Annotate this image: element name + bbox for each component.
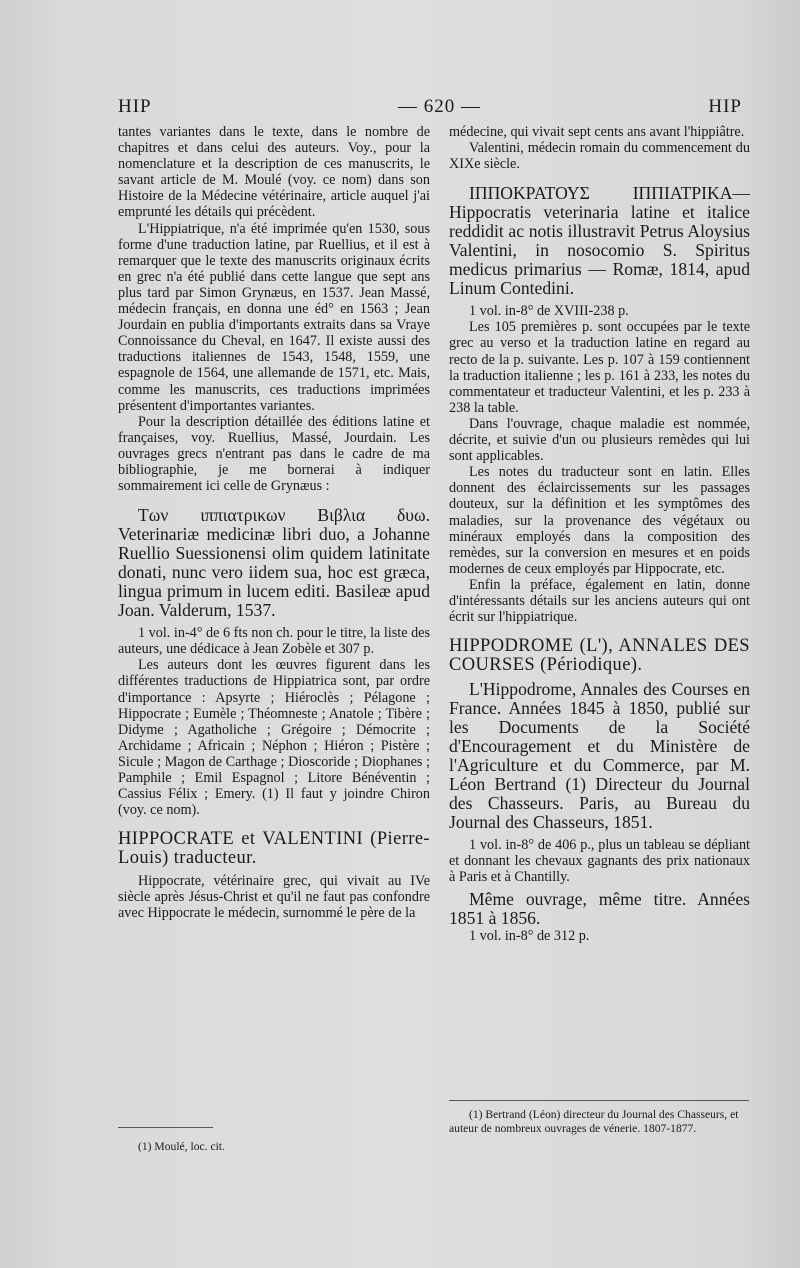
paragraph: 1 vol. in-8° de 406 p., plus un tableau se dépliant et donnant les chevaux gagnants des prix nationaux à Paris et à Chantilly. [449,837,750,886]
page-number: — 620 — [398,96,481,117]
paragraph: Les auteurs dont les œuvres figurent dans les différentes traductions de Hippiatrica sont, par ordre d'importance : Apsyrte ; Hiéroclès ; Pélagone ; Hippocrate ; Eumèle ; Théomneste ; Anatole ; Tibère ; Didyme ; Agatholiche ; Grégoire ; Démocrite ; Archidame ; Africain ; Néphon ; Hiéron ; Pistère ; Sicule ; Magon de Carthage ; Dioscoride ; Diophanes ; Pamphile ; Emil Espagnol ; Litore Bénéventin ; Cassius Félix ; Emery. (1) Il faut y joindre Chiron (voy. ce nom). [118,657,430,819]
paragraph: 1 vol. in-8° de XVIII-238 p. [469,303,629,320]
paragraph: 1 vol. in-4° de 6 fts non ch. pour le titre, la liste des auteurs, une dédicace à Jean Zobèle et 307 p. [118,625,430,658]
footnote-left: (1) Moulé, loc. cit. [138,1140,225,1153]
paragraph: Enfin la préface, également en latin, donne d'intéressants détails sur les anciens auteurs qui ont écrit sur l'hippiatrique. [449,576,750,626]
entry-heading: HIPPODROME (L'), ANNALES DES COURSES (Périodique). [449,636,750,676]
paragraph: L'Hippiatrique, n'a été imprimée qu'en 1530, sous forme d'une traduction latine, par Ruellius, et il est à remarquer que le texte des manuscrits originaux écrits en grec n'a été publié dans cette langue que sept ans plus tard par Simon Grynæus, en 1537. Jean Massé, médecin français, en donna une éd° en 1563 ; Jean Jourdain en publia d'importants extraits dans sa Vraye Connoissance du Cheval, en 1647. Il existe aussi des traductions italiennes de 1543, 1548, 1559, une espagnole de 1564, une allemande de 1571, etc. Mais, comme les manuscrits, ces traductions imprimées présentent d'importantes variantes. [118,220,430,414]
footnote-right: (1) Bertrand (Léon) directeur du Journal des Chasseurs, et auteur de nombreux ouvrages de vénerie. 1807-1877. [449,1108,739,1135]
paragraph: tantes variantes dans le texte, dans le nombre de chapitres et dans celui des auteurs. Voy., pour la nomenclature et la description de ces manuscrits, le savant article de M. Moulé (voy. ce nom) dans son Histoire de la Médecine vétérinaire, article auquel j'ai emprunté les détails qui précèdent. [118,124,430,221]
footnote-rule [449,1100,749,1101]
book-title-entry: Των ιππιατρικων Βιβλια δυω. Veterinariæ medicinæ libri duo, a Johanne Ruellio Suessionensi olim quidem latinitate donati, nunc vero iidem sua, hoc est græca, lingua primum in lucem editi. Basileæ apud Joan. Valderum, 1537. [118,505,430,621]
paragraph: Hippocrate, vétérinaire grec, qui vivait au IVe siècle après Jésus-Christ et qu'il ne faut pas confondre avec Hippocrate le médecin, surnommé le père de la [118,873,430,922]
paragraph: Valentini, médecin romain du commencement du XIXe siècle. [449,140,750,173]
paragraph: médecine, qui vivait sept cents ans avant l'hippiâtre. [449,124,745,140]
book-title-entry: Même ouvrage, même titre. Années 1851 à 1856. [449,889,750,929]
paragraph: 1 vol. in-8° de 312 p. [469,928,590,945]
paragraph: Pour la description détaillée des éditions latine et françaises, voy. Ruellius, Massé, Jourdain. Les ouvrages grecs n'entrant pas dans le cadre de ma bibliographie, je me bornerai à indiquer sommairement ici celle de Grynæus : [118,413,430,495]
footnote-rule [118,1127,213,1128]
running-head-right: HIP [708,96,742,117]
paragraph: Dans l'ouvrage, chaque maladie est nommée, décrite, et suivie d'un ou plusieurs remèdes qui lui sont applicables. [449,415,750,465]
paragraph: Les 105 premières p. sont occupées par le texte grec au verso et la traduction latine en regard au recto de la p. suivante. Les p. 107 à 159 contiennent la traduction italienne ; les p. 161 à 233, les notes du commentateur et traducteur Valentini, et les p. 233 à 238 la table. [449,319,750,416]
left-column [118,124,430,922]
right-column [449,124,750,945]
running-head-left: HIP [118,96,152,117]
paragraph: Les notes du traducteur sont en latin. Elles donnent des éclaircissements sur les passages douteux, sur la définition et les symptômes des maladies, sur la provenance des végétaux ou minéraux employés dans la composition des remèdes, sur la conversion en mesures et en poids modernes de ceux employés par Hippocrate, etc. [449,464,750,577]
book-title-entry: L'Hippodrome, Annales des Courses en France. Années 1845 à 1850, publié sur les Documents de la Société d'Encouragement et du Ministère de l'Agriculture et du Commerce, par M. Léon Bertrand (1) Directeur du Journal des Chasseurs. Paris, au Bureau du Journal des Chasseurs, 1851. [449,679,750,833]
book-title-entry: ΙΠΠΟΚΡΑΤΟΥΣ ΙΠΠΙΑΤΡΙΚΑ—Hippocratis veterinaria latine et italice reddidit ac notis illustravit Petrus Aloysius Valentini, in nosocomio S. Spiritus medicus primarius — Romæ, 1814, apud Linum Contedini. [449,183,750,299]
entry-heading: HIPPOCRATE et VALENTINI (Pierre-Louis) traducteur. [118,829,430,869]
